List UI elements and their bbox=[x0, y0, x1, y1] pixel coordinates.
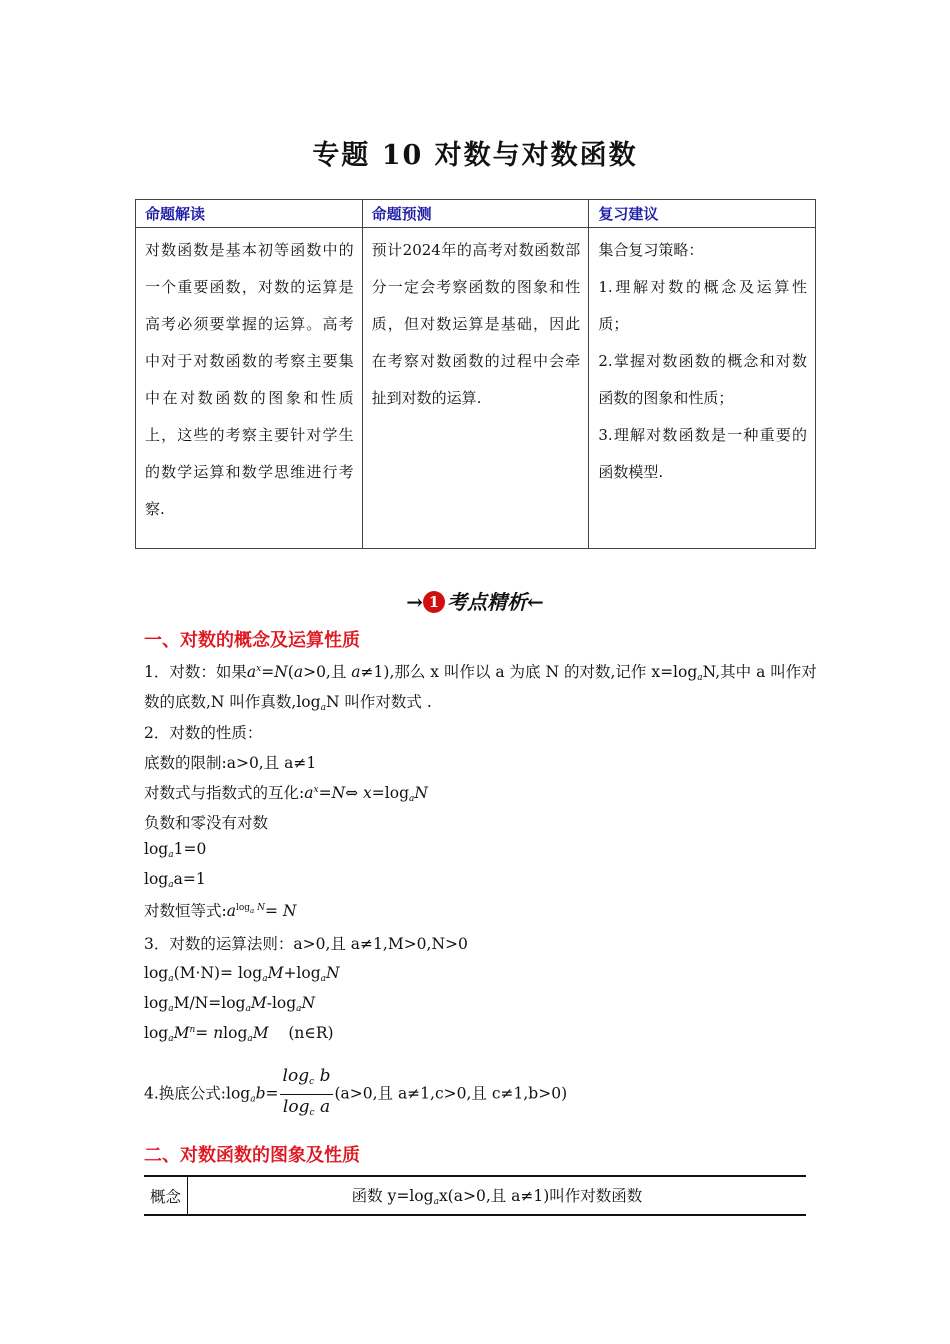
banner-text: 考点精析 bbox=[447, 590, 527, 614]
header-interpretation: 命题解读 bbox=[136, 200, 363, 228]
change-of-base-line: 4.换底公式$:\log_ab=$ $\frac{\log_c b}{\log_c a}$ (a>0,且 a≠1,c>0,且 c≠1,b>0) bbox=[144, 1064, 567, 1125]
arrow-right-icon: → bbox=[406, 590, 423, 614]
change-of-base-fraction: $\frac{\log_c b}{\log_c a}$ bbox=[280, 1064, 334, 1125]
rule-quotient: $\log_aM/N=\log_aM-\log_aN$ bbox=[144, 994, 316, 1014]
log-function-table bbox=[144, 1175, 806, 1216]
concept-label: 概念 bbox=[144, 1176, 188, 1215]
rule-power: $\log_aM^n= nlog_aM$ (n∈R) bbox=[144, 1024, 334, 1044]
advice-line: 3.理解对数函数是一种重要的函数模型. bbox=[598, 426, 807, 481]
arrow-left-icon: ← bbox=[527, 590, 544, 614]
interchange-line: 对数式与指数式的互化$:a^x=N\Leftrightarrow$ $x=\log_aN$ bbox=[144, 784, 428, 804]
concept-value: 函数 $y=\log_ax(a>0$,且 a≠1)叫作对数函数 bbox=[188, 1176, 807, 1215]
table-row bbox=[144, 1176, 806, 1215]
section-heading-1: 一、对数的概念及运算性质 bbox=[144, 630, 360, 651]
rule-product: $\log_a(M\cdot N)= \log_aM+\log_aN$ bbox=[144, 964, 340, 984]
advice-line: 1.理解对数的概念及运算性质； bbox=[598, 278, 807, 333]
header-review-advice: 复习建议 bbox=[589, 200, 816, 228]
intro-table bbox=[135, 199, 816, 549]
page-title: 专题 10 对数与对数函数 bbox=[312, 140, 638, 171]
base-limit-line: 底数的限制:a>0,且 a≠1 bbox=[144, 754, 317, 772]
definition-line: 1．对数：如果$a^x=N(a>0$,且 a≠1),那么 x 叫作以 a 为底 N 的对数,记作 $x=\log_aN$,其中 a 叫作对 bbox=[144, 663, 817, 683]
prediction-text: 预计2024年的高考对数函数部分一定会考察函数的图象和性质，但对数运算是基础，因此在考察对数函数的过程中会牵扯到对数的运算. bbox=[362, 228, 589, 549]
log-one-line: $\log_a1=0$ bbox=[144, 840, 207, 860]
rules-heading: 3．对数的运算法则：a>0,且 a≠1,M>0,N>0 bbox=[144, 935, 468, 953]
definition-line-2: 数的底数,N 叫作真数$,\log_aN$ 叫作对数式 . bbox=[144, 693, 432, 713]
properties-heading: 2．对数的性质： bbox=[144, 724, 263, 742]
section-banner bbox=[0, 586, 950, 615]
header-prediction: 命题预测 bbox=[362, 200, 589, 228]
number-badge: 1 bbox=[423, 591, 445, 613]
log-base-line: $\log_aa=1$ bbox=[144, 870, 206, 890]
identity-line: 对数恒等式$:a^{log_a N}= N$ bbox=[144, 902, 297, 920]
advice-line: 2.掌握对数函数的概念和对数函数的图象和性质； bbox=[598, 352, 807, 407]
section-heading-2: 二、对数函数的图象及性质 bbox=[144, 1145, 360, 1166]
review-advice-text bbox=[589, 228, 816, 549]
no-log-line: 负数和零没有对数 bbox=[144, 814, 269, 832]
advice-line: 集合复习策略： bbox=[598, 241, 704, 259]
interpretation-text: 对数函数是基本初等函数中的一个重要函数，对数的运算是高考必须要掌握的运算。高考中对于对数函数的考察主要集中在对数函数的图象和性质上，这些的考察主要针对学生的数学运算和数学思维进行考察. bbox=[136, 228, 363, 549]
